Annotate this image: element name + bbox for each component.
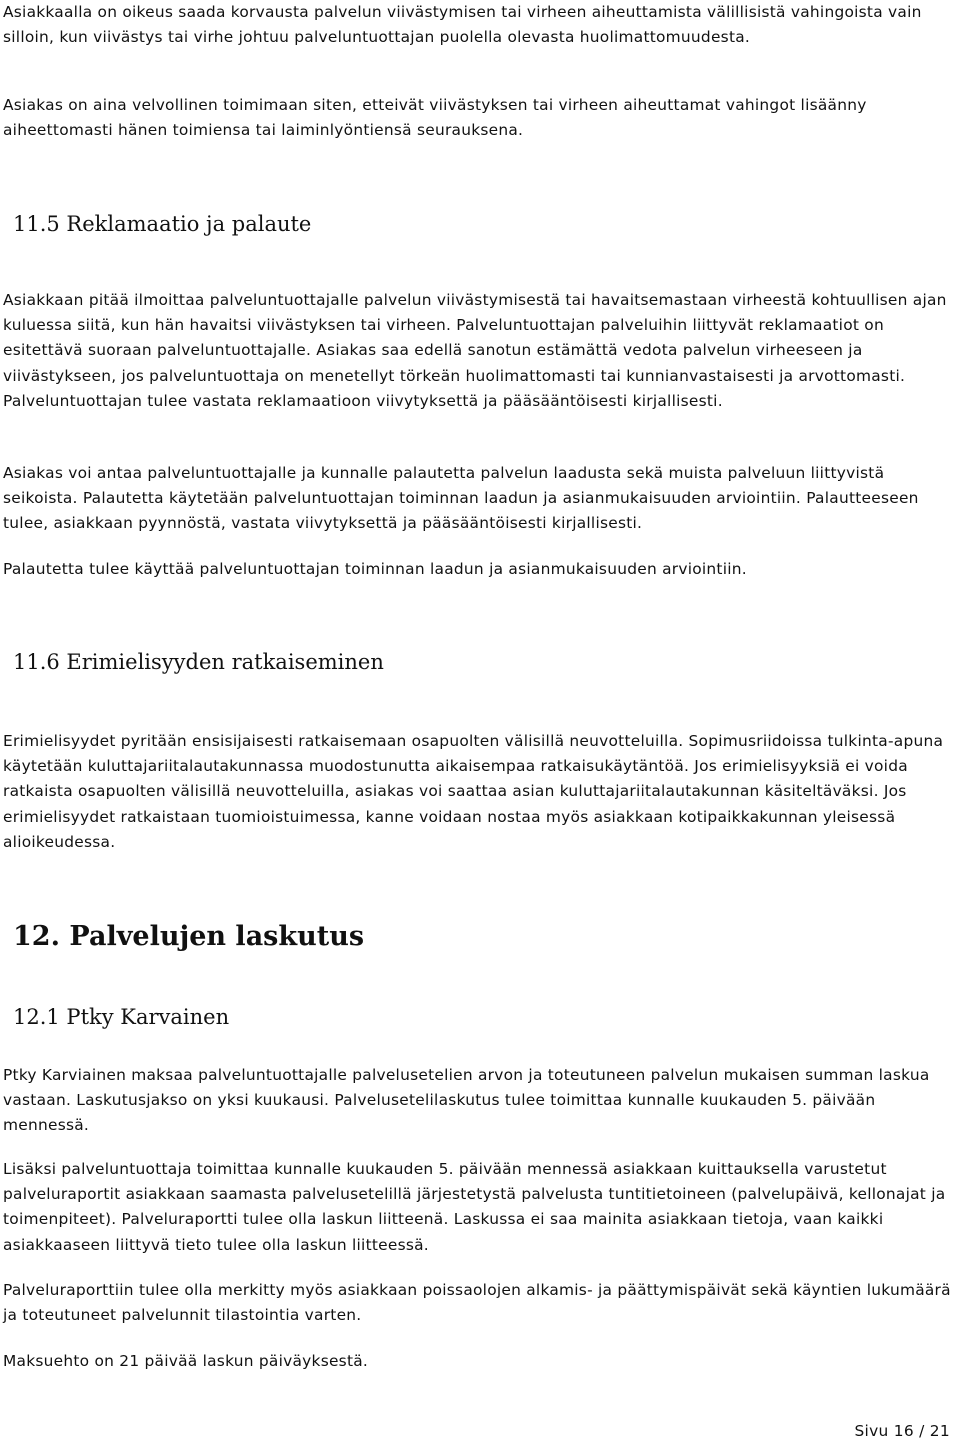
heading-12-1: 12.1 Ptky Karvainen [13,1005,230,1029]
paragraph-reports: Lisäksi palveluntuottaja toimittaa kunnalle kuukauden 5. päivään mennessä asiakkaan kuittauksella varustetut palveluraportit asiakkaan saamasta palvelusetelillä järjestetystä palvelusta tuntitietoineen (palvelupäivä, kellonajat ja toimenpiteet). Palveluraportti tulee olla laskun liitteenä. Laskussa ei saa mainita asiakkaan tietoja, vaan kaikki asiakkaaseen liittyvä tieto tulee olla laskun liitteessä. [3,1160,946,1254]
paragraph-feedback: Asiakas voi antaa palveluntuottajalle ja kunnalle palautetta palvelun laadusta sekä muista palveluun liittyvistä seikoista. Palautetta käytetään palveluntuottajan toiminnan laadun ja asianmukaisuuden arviointiin. Palautteeseen tulee, asiakkaan pyynnöstä, vastata viivytyksettä ja pääsääntöisesti kirjallisesti. [3,464,919,533]
heading-11-6: 11.6 Erimielisyyden ratkaiseminen [13,650,384,674]
heading-11-5: 11.5 Reklamaatio ja palaute [13,212,312,236]
page-number: Sivu 16 / 21 [854,1422,950,1440]
paragraph-disputes: Erimielisyydet pyritään ensisijaisesti ratkaisemaan osapuolten välisillä neuvotteluilla. Sopimusriidoissa tulkinta-apuna käytetään kuluttajariitalautakunnassa muodostunutta aikaisempaa ratkaisukäytäntöä. Jos erimielisyyksiä ei voida ratkaista osapuolten välisillä neuvotteluilla, asiakas voi saattaa asian kuluttajariitalautakunnan käsiteltäväksi. Jos erimielisyydet ratkaistaan tuomioistuimessa, kanne voidaan nostaa myös asiakkaan kotipaikkakunnan yleisessä alioikeudessa. [3,732,944,851]
paragraph-customer-obligation: Asiakas on aina velvollinen toimimaan siten, etteivät viivästyksen tai virheen aiheuttamat vahingot lisäänny aiheettomasti hänen toimiensa tai laiminlyöntiensä seurauksena. [3,96,867,140]
paragraph-payment: Ptky Karviainen maksaa palveluntuottajalle palvelusetelien arvon ja toteutuneen palvelun mukaisen summan laskua vastaan. Laskutusjakso on yksi kuukausi. Palvelusetelilaskutus tulee toimittaa kunnalle kuukauden 5. päivään mennessä. [3,1066,930,1135]
paragraph-compensation: Asiakkaalla on oikeus saada korvausta palvelun viivästymisen tai virheen aiheuttamista välillisistä vahingoista vain silloin, kun viivästys tai virhe johtuu palveluntuottajan puolella olevasta huolimattomuudesta. [3,3,922,47]
paragraph-feedback-usage: Palautetta tulee käyttää palveluntuottajan toiminnan laadun ja asianmukaisuuden arviointiin. [3,560,747,578]
paragraph-absences: Palveluraporttiin tulee olla merkitty myös asiakkaan poissaolojen alkamis- ja päättymispäivät sekä käyntien lukumäärä ja toteutuneet palvelunnit tilastointia varten. [3,1281,951,1325]
paragraph-reclamation: Asiakkaan pitää ilmoittaa palveluntuottajalle palvelun viivästymisestä tai havaitsemastaan virheestä kohtuullisen ajan kuluessa siitä, kun hän havaitsi viivästyksen tai virheen. Palveluntuottajan palveluihin liittyvät reklamaatiot on esitettävä suoraan palveluntuottajalle. Asiakas saa edellä sanotun estämättä vedota palvelun virheeseen ja viivästykseen, jos palveluntuottaja on menetellyt törkeän huolimattomasti tai kunnianvastaisesti ja arvottomasti. Palveluntuottajan tulee vastata reklamaatioon viivytyksettä ja pääsääntöisesti kirjallisesti. [3,291,947,410]
heading-12: 12. Palvelujen laskutus [13,921,365,952]
paragraph-payment-terms: Maksuehto on 21 päivää laskun päiväyksestä. [3,1352,369,1370]
